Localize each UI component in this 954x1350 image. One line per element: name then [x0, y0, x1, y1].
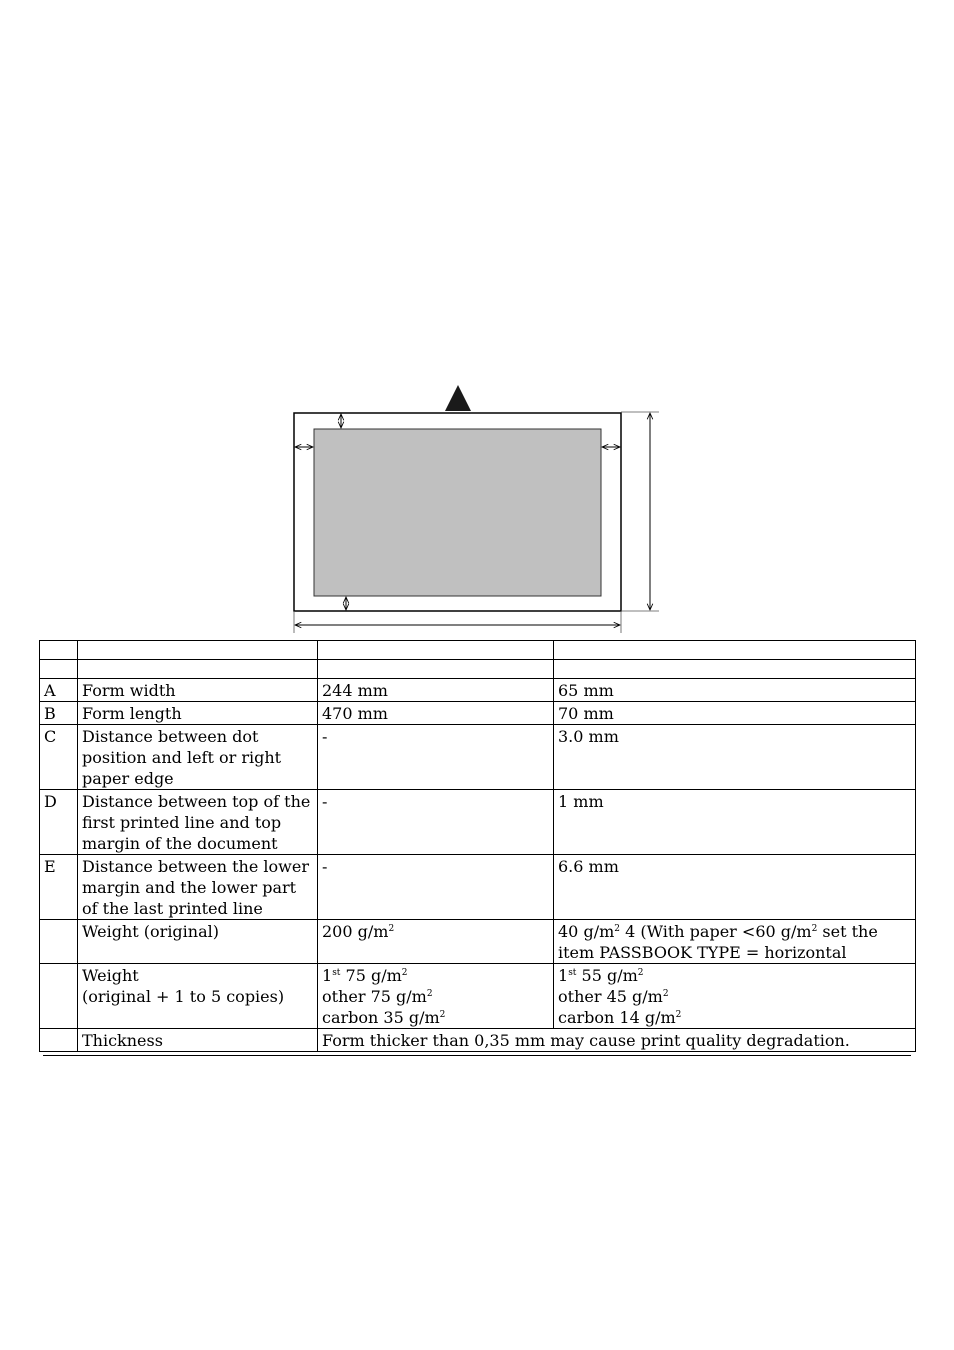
row-min-value: 40 $g/m^2$ 4 (With paper <60 $g/m^2$ set the item PASSBOOK TYPE = horizontal	[554, 920, 916, 964]
form-dimensions-diagram	[0, 0, 954, 640]
row-max-value: 244 mm	[318, 679, 554, 702]
row-id	[40, 964, 78, 1029]
row-parameter: Form length	[78, 702, 318, 725]
spacer-cell	[78, 660, 318, 679]
header-cell-min	[554, 641, 916, 660]
feed-direction-arrow-icon	[445, 385, 471, 411]
table-row	[40, 855, 916, 920]
table-row	[40, 702, 916, 725]
row-id	[40, 920, 78, 964]
row-max-value: -	[318, 725, 554, 790]
row-parameter: Distance between the lower margin and the lower part of the last printed line	[78, 855, 318, 920]
row-parameter: Form width	[78, 679, 318, 702]
header-cell-parameter	[78, 641, 318, 660]
row-min-value: 70 mm	[554, 702, 916, 725]
row-id: D	[40, 790, 78, 855]
row-parameter: Weight (original)	[78, 920, 318, 964]
row-id: E	[40, 855, 78, 920]
row-parameter: Distance between dot position and left or right paper edge	[78, 725, 318, 790]
row-max-value: -	[318, 855, 554, 920]
row-parameter: Thickness	[78, 1029, 318, 1052]
table-row	[40, 790, 916, 855]
spacer-cell	[318, 660, 554, 679]
row-min-value: 6.6 mm	[554, 855, 916, 920]
row-min-value: 1 mm	[554, 790, 916, 855]
row-thickness-note: Form thicker than 0,35 mm may cause print quality degradation.	[318, 1029, 916, 1052]
printable-area	[314, 429, 601, 596]
table-row-weight-copies	[40, 964, 916, 1029]
form-specification-table	[39, 640, 916, 1052]
table-row	[40, 725, 916, 790]
row-min-value: 65 mm	[554, 679, 916, 702]
table-row	[40, 679, 916, 702]
table-spacer-row	[40, 660, 916, 679]
table-row-weight-original	[40, 920, 916, 964]
row-min-value: 1st 55 $g/m^2$ other 45 $g/m^2$ carbon 14 $g/m^2$	[554, 964, 916, 1029]
row-id: C	[40, 725, 78, 790]
header-cell-max	[318, 641, 554, 660]
row-max-value: -	[318, 790, 554, 855]
header-cell-id	[40, 641, 78, 660]
spacer-cell	[40, 660, 78, 679]
row-max-value: 470 mm	[318, 702, 554, 725]
row-min-value: 3.0 mm	[554, 725, 916, 790]
table-row-thickness	[40, 1029, 916, 1052]
row-parameter: Distance between top of the first printed line and top margin of the document	[78, 790, 318, 855]
footer-divider	[43, 1055, 911, 1056]
row-parameter: Weight (original + 1 to 5 copies)	[78, 964, 318, 1029]
row-id: A	[40, 679, 78, 702]
row-id	[40, 1029, 78, 1052]
row-max-value: 200 $g/m^2$	[318, 920, 554, 964]
row-max-value: 1st 75 $g/m^2$ other 75 $g/m^2$ carbon 35 $g/m^2$	[318, 964, 554, 1029]
spacer-cell	[554, 660, 916, 679]
table-header-row	[40, 641, 916, 660]
row-id: B	[40, 702, 78, 725]
